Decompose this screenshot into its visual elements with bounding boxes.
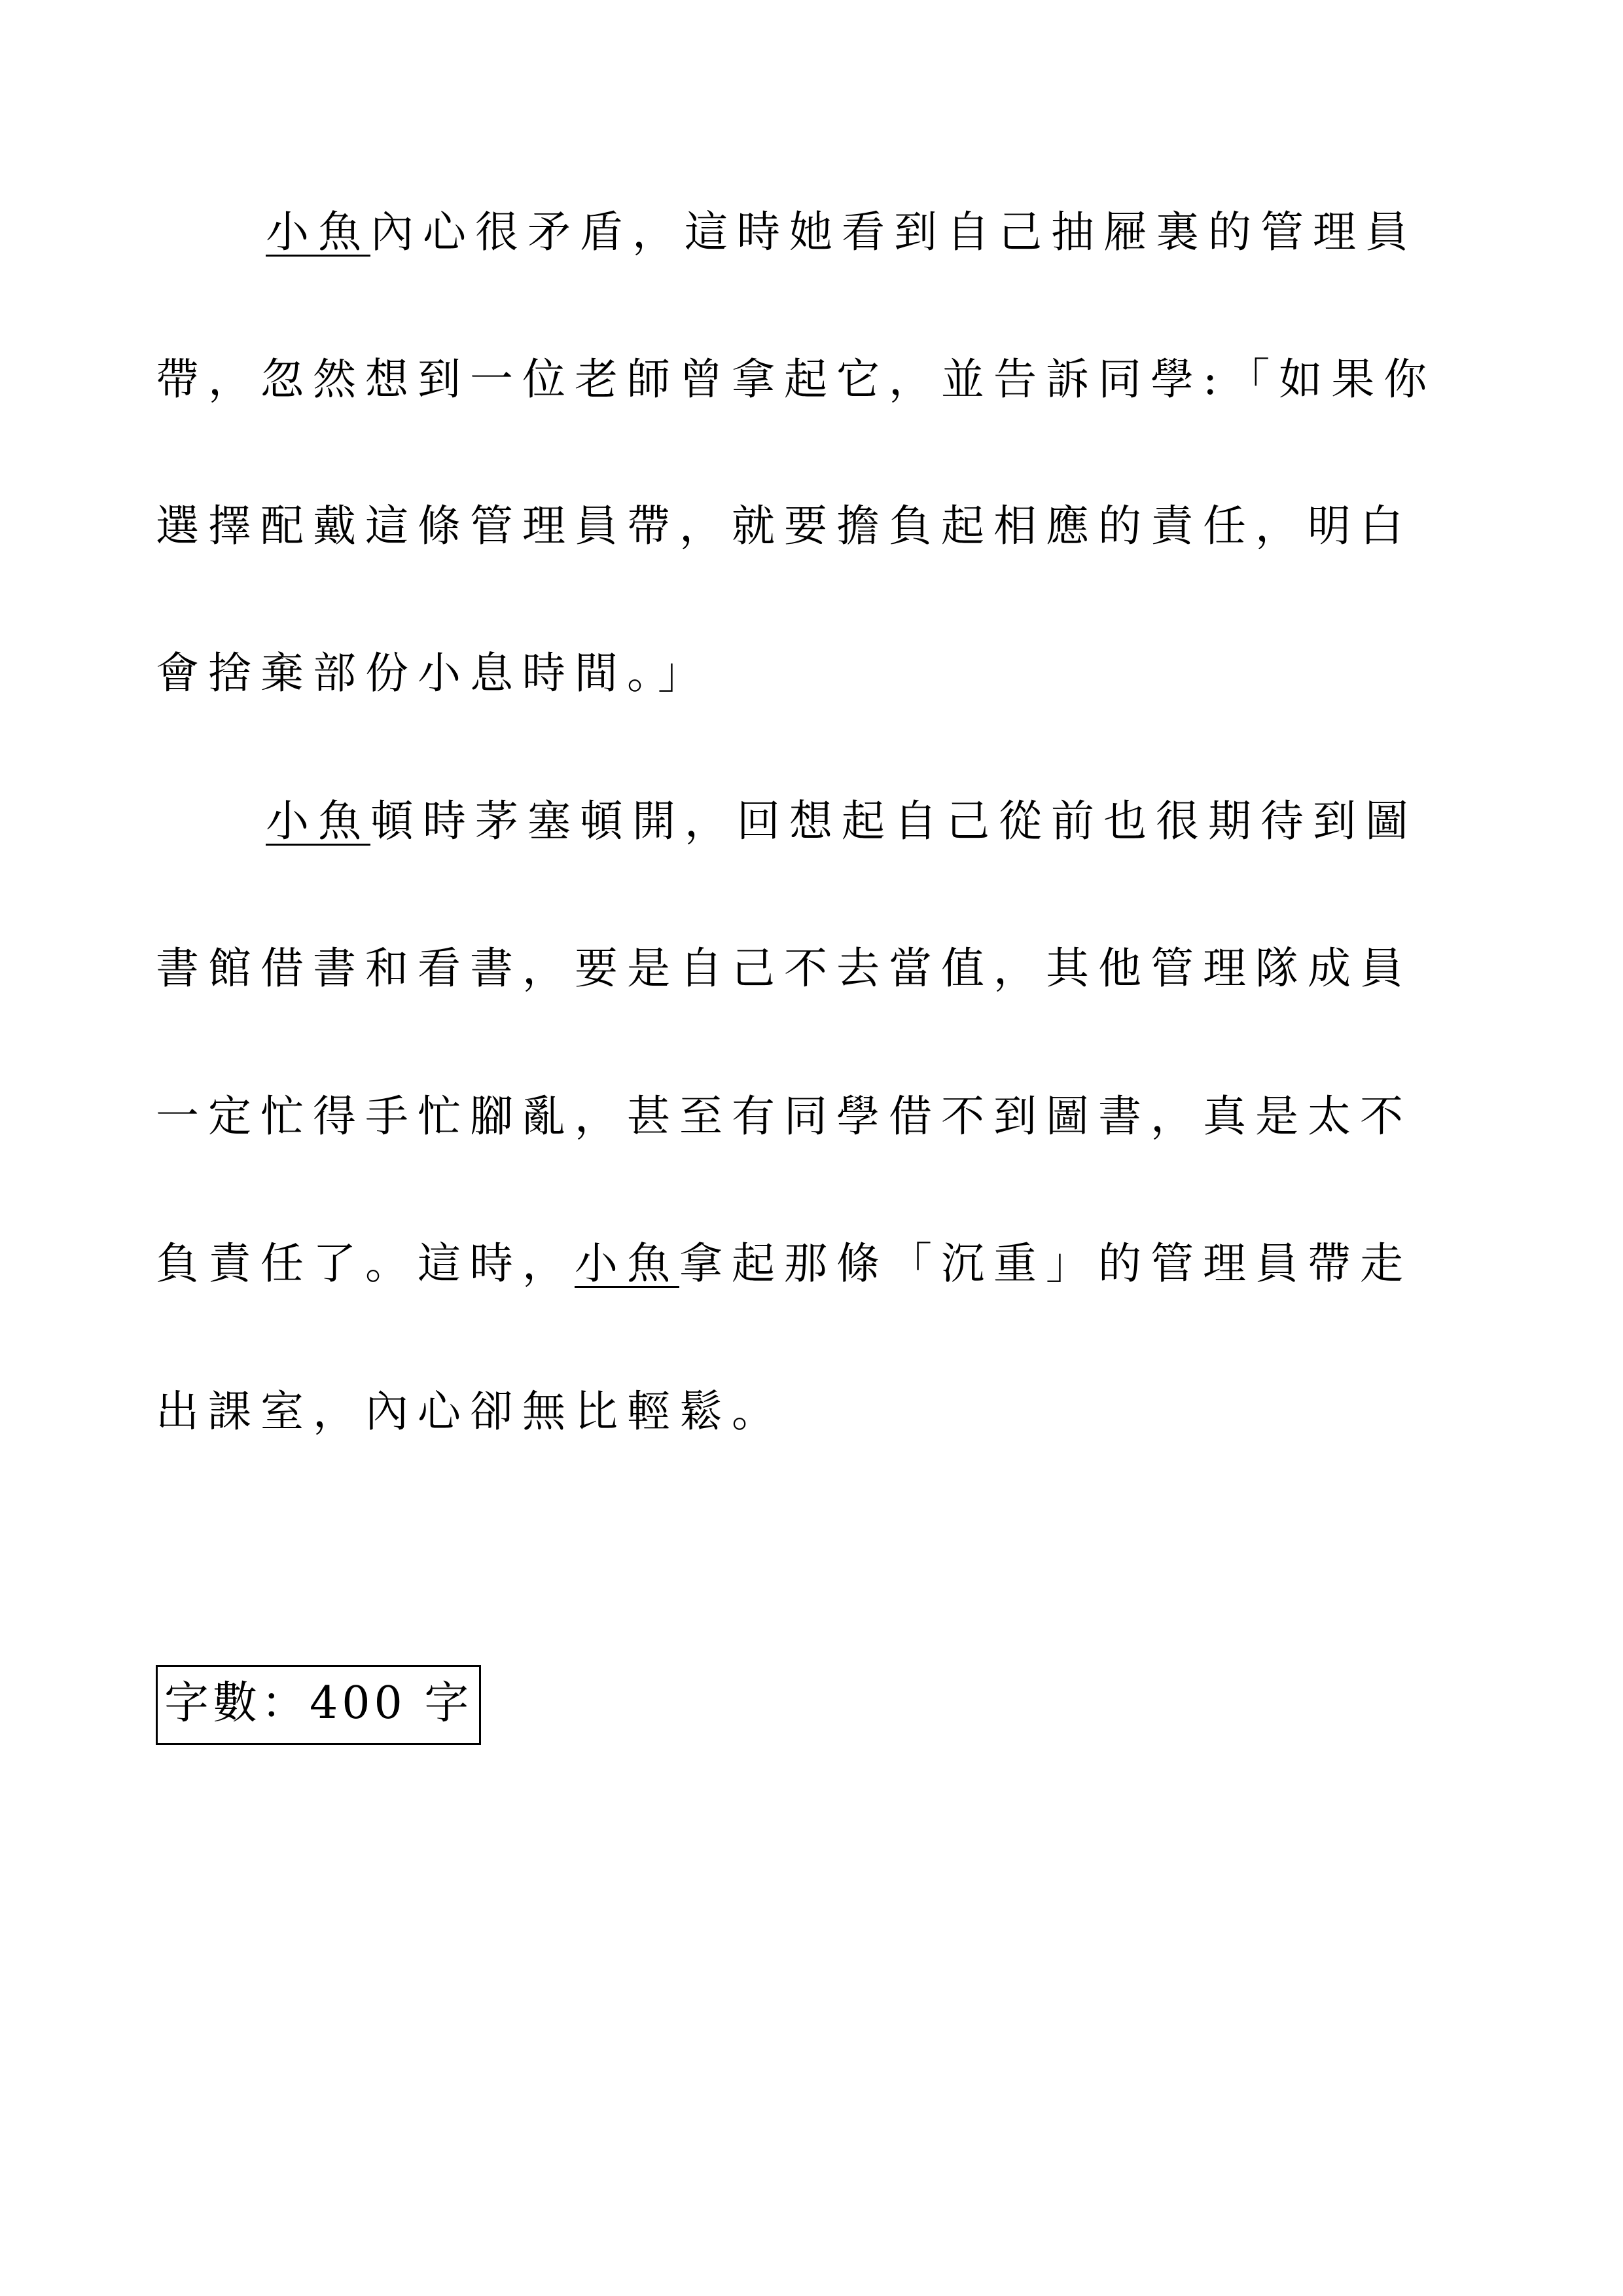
line-text: 拿起那條「沉重」的管理員帶走 (679, 1238, 1412, 1289)
line-text: 負責任了。這時， (156, 1238, 575, 1289)
paragraph-2-line-5: 出課室，內心卻無比輕鬆。 (156, 1386, 784, 1437)
line-text: 內心很矛盾，這時她看到自己抽屜裏的管理員 (370, 207, 1418, 257)
paragraph-1-line-1 (266, 190, 1478, 275)
paragraph-2-line-2: 書館借書和看書，要是自己不去當值，其他管理隊成員 (156, 943, 1412, 994)
line-text: 頓時茅塞頓開，回想起自己從前也很期待到圖 (370, 796, 1418, 846)
paragraph-2-line-1 (266, 779, 1478, 864)
paragraph-1-line-4: 會捨棄部份小息時間。」 (156, 648, 710, 698)
character-name: 小魚 (575, 1238, 679, 1289)
paragraph-2-line-3: 一定忙得手忙腳亂，甚至有同學借不到圖書，真是太不 (156, 1091, 1412, 1141)
character-name: 小魚 (266, 796, 370, 846)
paragraph-1-line-3: 選擇配戴這條管理員帶，就要擔負起相應的責任，明白 (156, 501, 1412, 551)
word-count-box: 字數：400 字 (156, 1665, 481, 1745)
paragraph-2-line-4 (156, 1221, 1478, 1306)
paragraph-1-line-2: 帶，忽然想到一位老師曾拿起它，並告訴同學:「如果你 (156, 354, 1436, 404)
character-name: 小魚 (266, 207, 370, 257)
